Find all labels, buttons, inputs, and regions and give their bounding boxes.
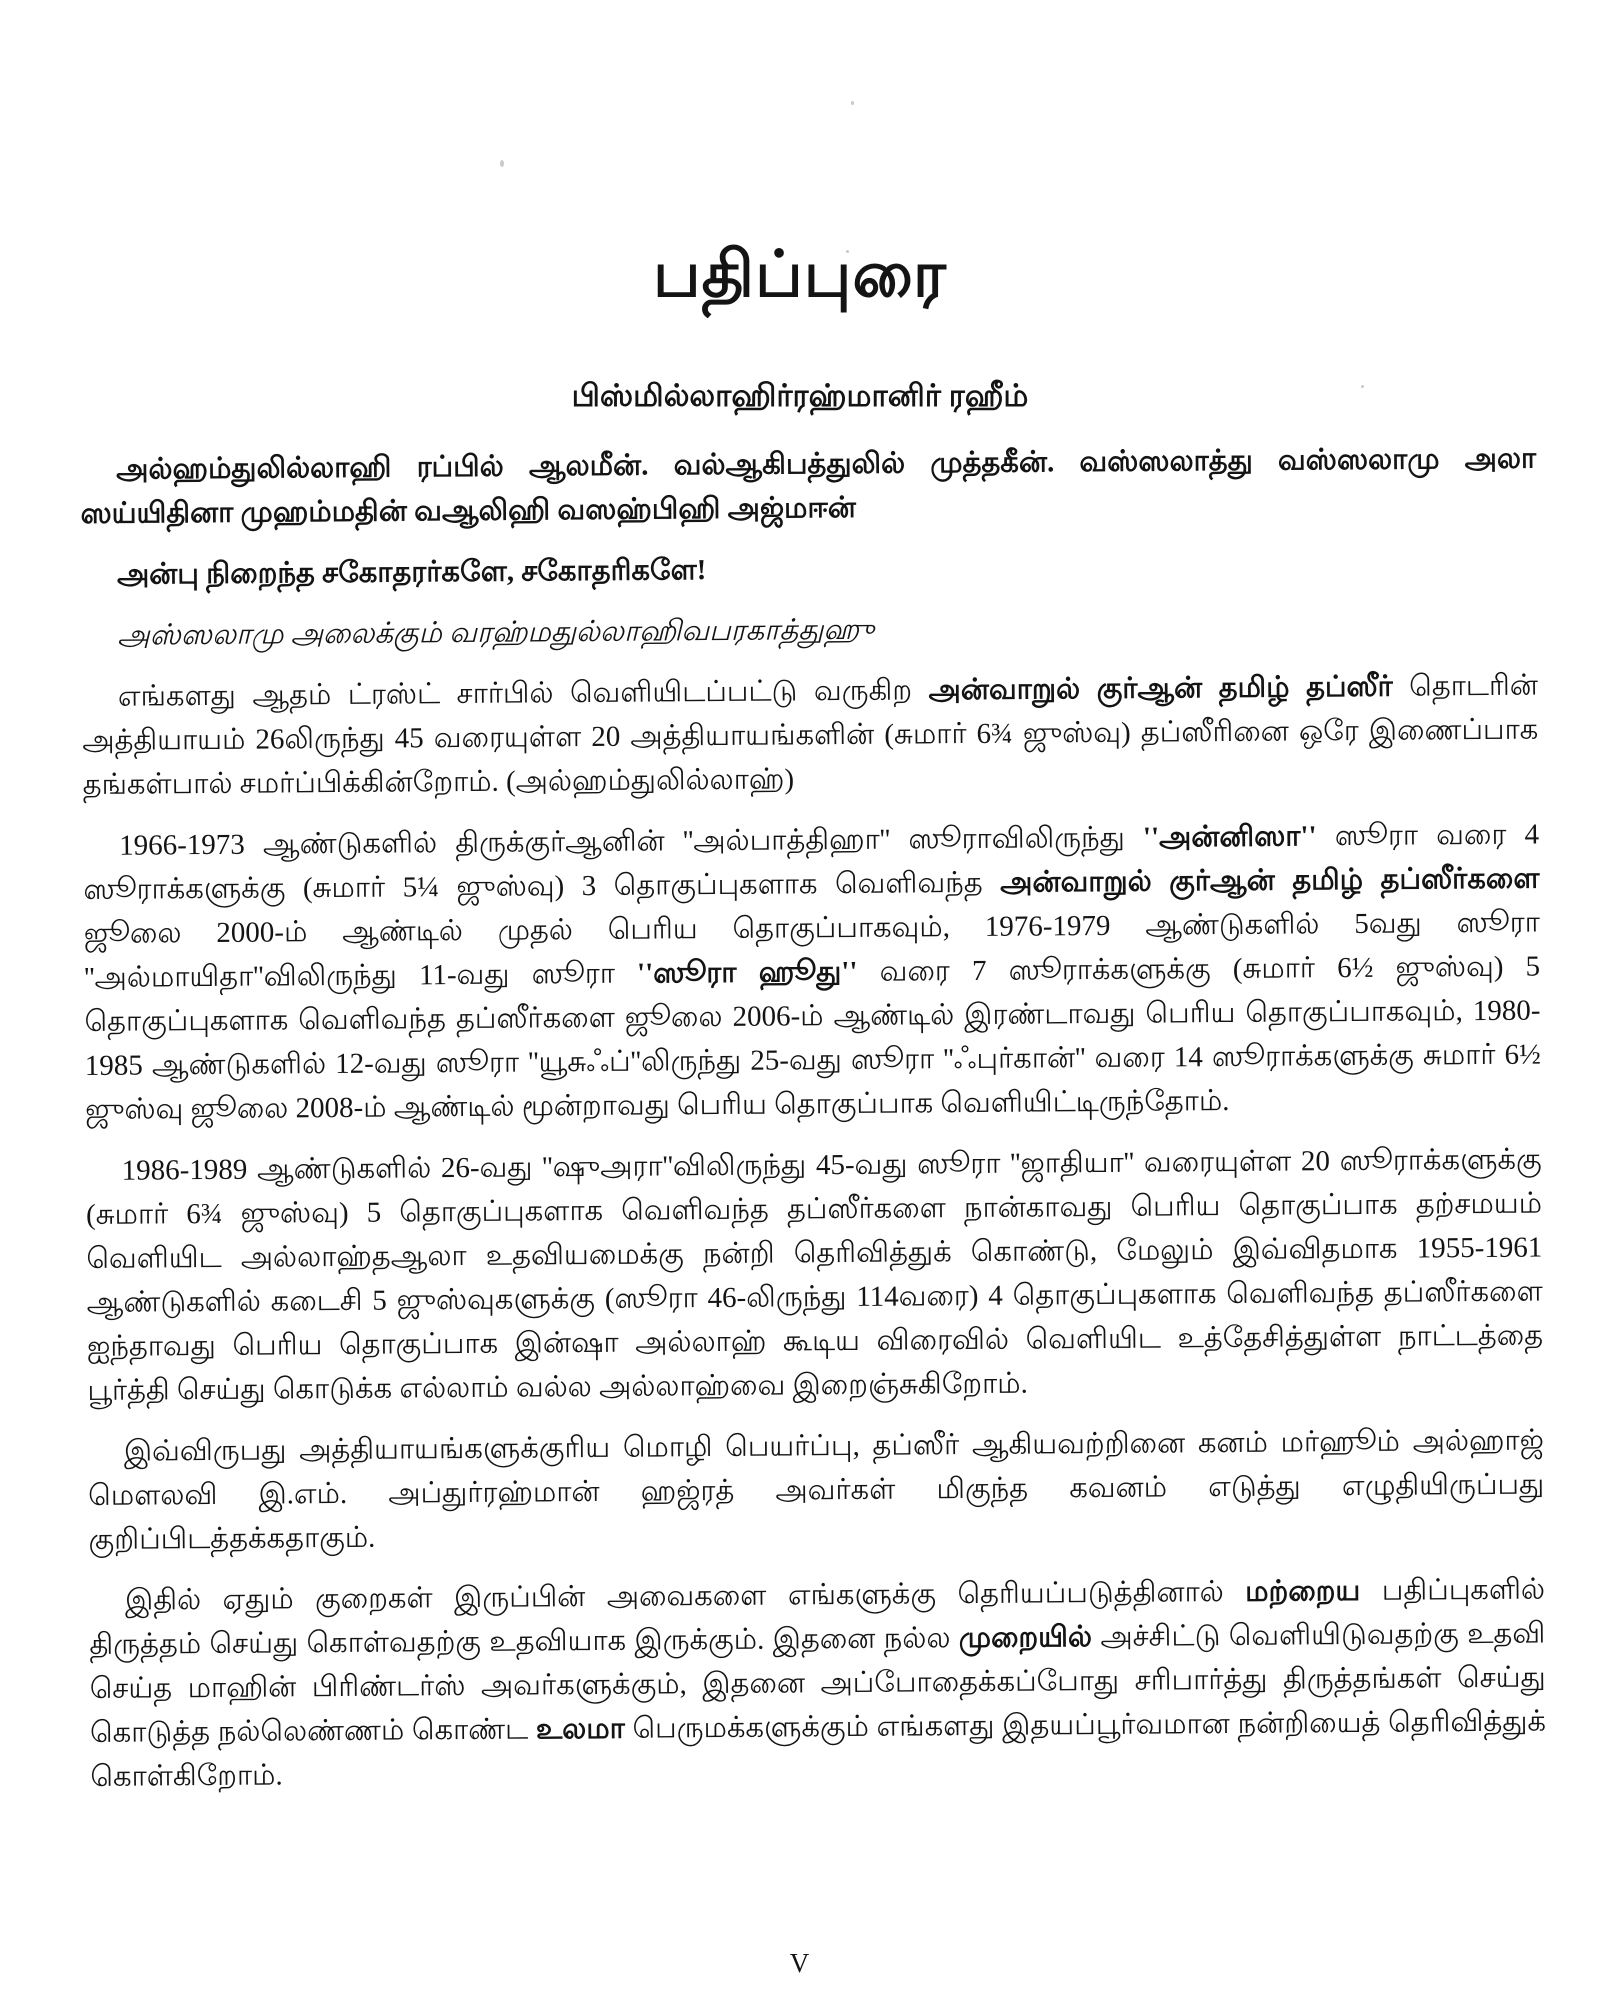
paragraph-segment: வரை 7 ஸூராக்களுக்கு (சுமார் 6½ ஜுஸ்வு) 5 தொகுப்புகளாக வெளிவந்த தப்ஸீர்களை ஜூலை 2006-ம் ஆண்டில் இரண்டாவது பெரிய தொகுப்பாகவும், 1980-1985 ஆண்டுகளில் 12-வது ஸூரா ''யூசுஃப்''லிருந்து 25-வது ஸூரா ''ஃபுர்கான்'' வரை 14 ஸூராக்களுக்கு சுமார் 6½ ஜுஸ்வு ஜூலை 2008-ம் ஆண்டில் மூன்றாவது பெரிய தொகுப்பாக வெளியிட்டிருந்தோம். (84, 950, 1541, 1126)
scan-speck (851, 101, 854, 105)
paragraph-segment: பதிப்புகளில் திருத்தம் செய்து கொள்வதற்கு உதவியாக இருக்கும். இதனை நல்ல (89, 1573, 1546, 1661)
paragraph-segment: ஜூலை 2000-ம் ஆண்டில் முதல் பெரிய தொகுப்பாகவும், 1976-1979 ஆண்டுகளில் 5வது ஸூரா ''அல்மாயிதா''விலிருந்து 11-வது ஸூரா (83, 906, 1540, 994)
basmala-line: பிஸ்மில்லாஹிர்ரஹ்மானிர் ரஹீம் (571, 378, 1029, 413)
paragraph-segment: இவ்விருபது அத்தியாயங்களுக்குரிய மொழி பெயர்ப்பு, தப்ஸீர் ஆகியவற்றினை கனம் மர்ஹூம் அல்ஹாஜ் மௌலவி இ.எம். அப்துர்ரஹ்மான் ஹஜ்ரத் அவர்கள் மிகுந்த கவனம் எடுத்து எழுதியிருப்பது குறிப்பிடத்தக்கதாகும். (88, 1424, 1545, 1556)
paragraph (81, 542, 1537, 597)
paragraph-segment: 1966-1973 ஆண்டுகளில் திருக்குர்ஆனின் ''அல்பாத்திஹா'' ஸூராவிலிருந்து (118, 821, 1144, 862)
paragraph-segment: அச்சிட்டு வெளியிடுவதற்கு உதவி செய்த மாஹின் பிரிண்டர்ஸ் அவர்களுக்கும், இதனை அப்போதைக்கப்போது சரிபார்த்து திருத்தங்கள் செய்து கொடுத்த நல்லெண்ணம் கொண்ட (89, 1617, 1546, 1749)
paragraph-segment: பெருமக்களுக்கும் எங்களது இதயப்பூர்வமான நன்றியைத் தெரிவித்துக் கொள்கிறோம். (90, 1705, 1547, 1793)
paragraph-segment: அன்வாறுல் குர்ஆன் தமிழ் தப்ஸீர்களை (1000, 862, 1540, 899)
page-body (80, 437, 1547, 1816)
paragraph-segment: அல்ஹம்துலில்லாஹி ரப்பில் ஆலமீன். வல்ஆகிபத்துலில் முத்தகீன். வஸ்ஸலாத்து வஸ்ஸலாமு அலா ஸய்யிதினா முஹம்மதின் வஆலிஹி வஸஹ்பிஹி அஜ்மஈன் (80, 442, 1537, 530)
paragraph-segment: ''அன்னிஸா'' (1142, 820, 1317, 854)
paragraph (83, 813, 1541, 1132)
paragraph-segment: முறையில் (958, 1621, 1093, 1655)
paragraph (89, 1568, 1547, 1799)
paragraph-segment: அன்பு நிறைந்த சகோதரர்களே, சகோதரிகளே! (116, 554, 707, 591)
paragraph-segment: எங்களது ஆதம் ட்ரஸ்ட் சார்பில் வெளியிடப்பட்டு வருகிற (117, 674, 929, 713)
page-number: V (789, 1948, 811, 1978)
paragraph-segment: மற்றைய (1245, 1574, 1361, 1608)
paragraph (88, 1419, 1545, 1562)
paragraph-segment: ஸூரா வரை 4 ஸூராக்களுக்கு (சுமார் 5¼ ஜுஸ்வு) 3 தொகுப்புகளாக வெளிவந்த (83, 818, 1540, 906)
scan-speck (500, 160, 504, 167)
paragraph-segment: ''ஸூரா ஹூது'' (636, 955, 858, 990)
page-title: பதிப்புரை (653, 239, 947, 310)
paragraph-segment: அஸ்ஸலாமு அலைக்கும் வரஹ்மதுல்லாஹிவபரகாத்துஹு (117, 613, 875, 652)
paragraph-segment: அன்வாறுல் குர்ஆன் தமிழ் தப்ஸீர் (928, 670, 1393, 707)
paragraph-segment: உலமா (535, 1712, 625, 1746)
paragraph (80, 437, 1537, 536)
paragraph-segment: 1986-1989 ஆண்டுகளில் 26-வது ''ஷுஅரா''விலிருந்து 45-வது ஸூரா ''ஜாதியா'' வரையுள்ள 20 ஸூராக்களுக்கு (சுமார் 6¾ ஜுஸ்வு) 5 தொகுப்புகளாக வெளிவந்த தப்ஸீர்களை நான்காவது பெரிய தொகுப்பாக தற்சமயம் வெளியிட அல்லாஹ்தஆலா உதவியமைக்கு நன்றி தெரிவித்துக் கொண்டு, மேலும் இவ்விதமாக 1955-1961 ஆண்டுகளில் கடைசி 5 ஜுஸ்வுகளுக்கு (ஸூரா 46-லிருந்து 114வரை) 4 தொகுப்புகளாக வெளிவந்த தப்ஸீர்களை ஐந்தாவது பெரிய தொகுப்பாக இன்ஷா அல்லாஹ் கூடிய விரைவில் வெளியிட உத்தேசித்துள்ள நாட்டத்தை பூர்த்தி செய்து கொடுக்க எல்லாம் வல்ல அல்லாஹ்வை இறைஞ்சுகிறோம். (85, 1143, 1544, 1407)
paragraph-segment: தொடரின் அத்தியாயம் 26லிருந்து 45 வரையுள்ள 20 அத்தியாயங்களின் (சுமார் 6¾ ஜுஸ்வு) தப்ஸீரினை ஒரே இணைப்பாக தங்கள்பால் சமர்ப்பிக்கின்றோம். (அல்ஹம்துலில்லாஹ்) (82, 669, 1539, 801)
paragraph (82, 664, 1539, 807)
paragraph (86, 1138, 1544, 1413)
paragraph (81, 603, 1537, 658)
paragraph-segment: இதில் ஏதும் குறைகள் இருப்பின் அவைகளை எங்களுக்கு தெரியப்படுத்தினால் (124, 1575, 1246, 1617)
